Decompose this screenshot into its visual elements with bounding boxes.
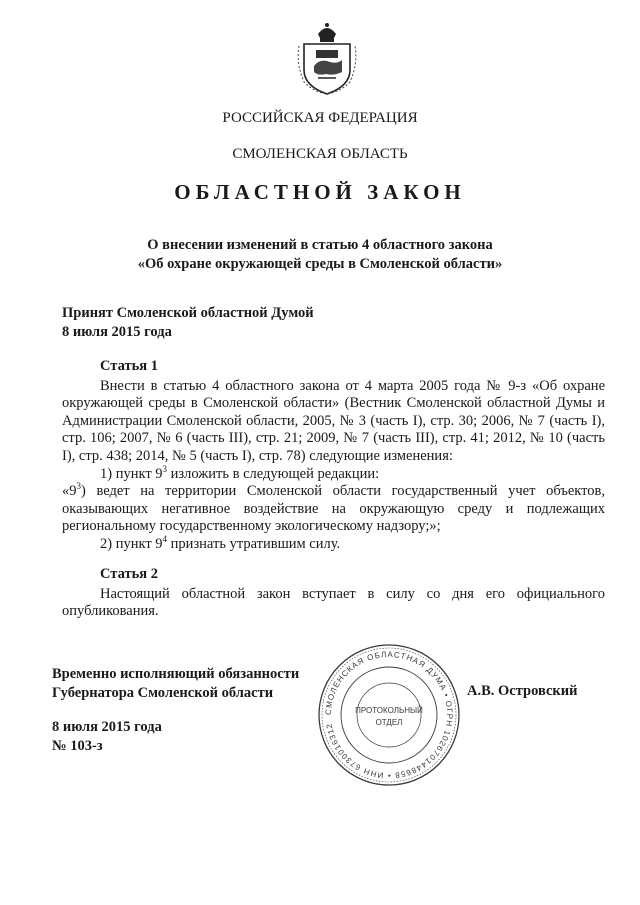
adopted-by: Принят Смоленской областной Думой — [62, 305, 314, 321]
signatory-position-line2: Губернатора Смоленской области — [52, 685, 274, 701]
stamp-center-line1: ПРОТОКОЛЬНЫЙ — [355, 706, 423, 715]
signing-date: 8 июля 2015 года — [52, 719, 162, 735]
article-1 — [62, 358, 605, 554]
signatory-name: А.В. Островский — [467, 683, 578, 699]
stamp-ring-text: СМОЛЕНСКАЯ ОБЛАСТНАЯ ДУМА • ОГРН 1026701448658 • ИНН 6730016312 — [323, 649, 455, 781]
law-subject-line2: «Об охране окружающей среды в Смоленской области» — [137, 256, 503, 272]
adoption-info — [62, 304, 314, 342]
stamp-center-line2: ОТДЕЛ — [375, 718, 403, 727]
adoption-date: 8 июля 2015 года — [62, 324, 172, 340]
law-subject-line1: О внесении изменений в статью 4 областного закона — [147, 237, 493, 253]
article-1-item-1: 1) пункт $9^3$ изложить в следующей редакции: — [100, 463, 380, 482]
article-1-item-2: 2) пункт $9^4$ признать утратившим силу. — [100, 534, 341, 552]
signatory-position-line1: Временно исполняющий обязанности — [52, 666, 300, 682]
law-number: № 103-з — [52, 738, 103, 754]
article-1-heading: Статья 1 — [100, 358, 158, 374]
article-2-heading: Статья 2 — [100, 566, 158, 582]
document-type-title: ОБЛАСТНОЙ ЗАКОН — [174, 180, 466, 204]
country-name: РОССИЙСКАЯ ФЕДЕРАЦИЯ — [222, 110, 418, 126]
region-name: СМОЛЕНСКАЯ ОБЛАСТЬ — [232, 146, 408, 162]
article-2-text: Настоящий областной закон вступает в силу со дня его официального опубликования. — [62, 585, 605, 620]
article-1-quote: «$9^3$) ведет на территории Смоленской области государственный учет объектов, оказывающих негативное воздействие на окружающую среду и подлежащих региональному государственному экологическому надзору;»; — [62, 481, 605, 535]
signatory-position — [52, 665, 299, 703]
official-stamp — [314, 640, 464, 790]
law-footer — [52, 718, 162, 756]
smolensk-coat-of-arms-icon — [296, 20, 358, 96]
article-2 — [62, 566, 605, 621]
article-1-intro: Внести в статью 4 областного закона от 4 марта 2005 года № 9-з «Об охране окружающей среды в Смоленской области» (Вестник Смоленской областной Думы и Администрации Смоленской области, 2005, № 3 (часть I), стр. 30; 2006, № 7 (часть I), стр. 106; 2007, № 6 (часть III), стр. 21; 2009, № 7 (часть III), стр. 41; 2012, № 10 (часть I), стр. 438; 2014, № 5 (часть I), стр. 78) следующие изменения: — [62, 377, 605, 464]
law-subject — [0, 236, 640, 274]
